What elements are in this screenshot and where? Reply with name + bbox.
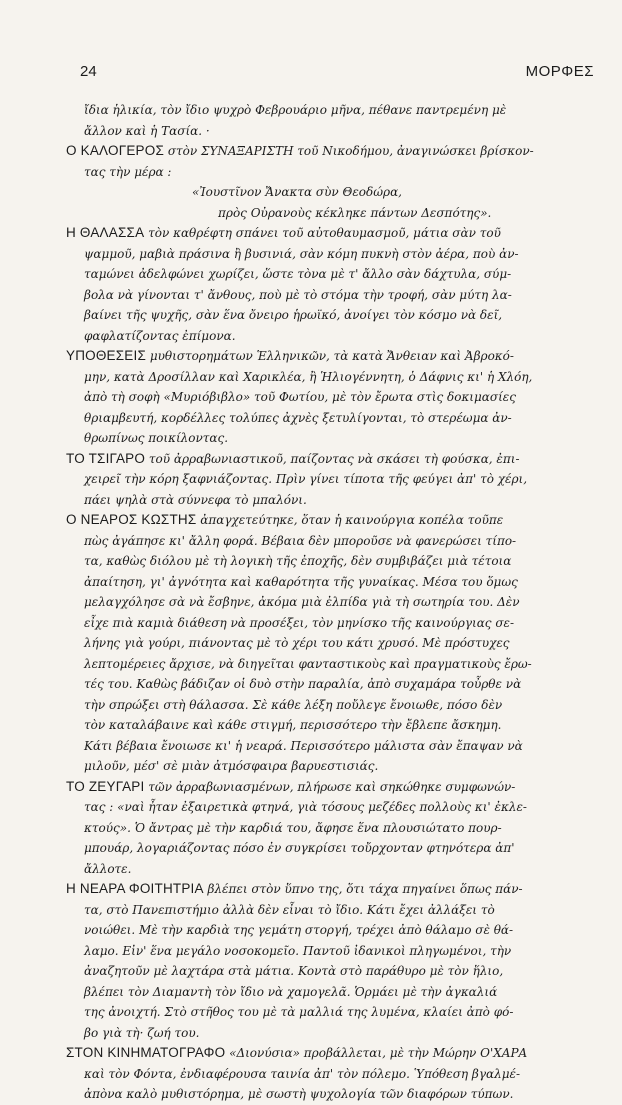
entry-line: μιλοῦν, μέσ' σὲ μιὰν ἀτμόσφαιρα βαρυεστισιάς.: [84, 759, 379, 773]
entry-line: Κάτι βέβαια ἔνοιωσε κι' ἡ νεαρά. Περισσότερο μάλιστα σὰν ἔπαψαν νὰ: [84, 738, 523, 753]
entry-heading: ΣΤΟΝ ΚΙΝΗΜΑΤΟΓΡΑΦΟ: [66, 1045, 226, 1060]
entry-first-line: [66, 879, 614, 900]
entry-line: μην, κατὰ Δροσίλλαν καὶ Χαρικλέα, ἢ Ἡλιογέννητη, ὁ Δάφνις κι' ἡ Χλόη,: [84, 369, 533, 384]
intro-line: ἴδια ἡλικία, τὸν ἴδιο ψυχρὸ Φεβρουάριο μῆνα, πέθανε παντρεμένη μὲ: [84, 103, 507, 117]
entry-first-line: [66, 449, 614, 470]
entry-first-line: [66, 510, 614, 531]
entry-line: τὴν σπρώξει στὴ θάλασσα. Σὲ κάθε λέξη ποὔλεγε ἔνοιωθε, πόσο δὲν: [84, 697, 503, 712]
entry-first-line: [66, 777, 614, 798]
entry: [66, 449, 614, 511]
quote-line: «Ἰουστῖνον Ἄνακτα σὺν Θεοδώρα,: [192, 185, 402, 199]
entry-line: θριαμβευτή, κορδέλλες τολύπες ἀχνὲς ξετυλίγονται, τὸ στερέωμα ἀν-: [84, 410, 512, 425]
entry-line: πὼς ἀγάπησε κι' ἄλλη φορά. Βέβαια δὲν μποροῦσε νὰ φανερώσει τίπο-: [84, 533, 517, 548]
entry-line: τές του. Καθὼς βάδιζαν οἱ δυὸ στὴν παραλία, ἀπὸ συχαμάρα τοὖρθε νὰ: [84, 677, 522, 691]
entry-line: χειρεῖ τὴν κόρη ξαφνιάζοντας. Πρὶν γίνει τίποτα τῆς φεύγει ἀπ' τὸ χέρι,: [84, 472, 528, 486]
entry-line: της ἀνοιχτή. Στὸ στῆθος του μὲ τὰ μαλλιά της λυμένα, κλαίει ἀπὸ φό-: [84, 1005, 514, 1019]
entry-heading: Ο ΝΕΑΡΟΣ ΚΩΣΤΗΣ: [66, 512, 197, 527]
entry-heading: Η ΝΕΑΡΑ ΦΟΙΤΗΤΡΙΑ: [66, 881, 204, 896]
entry-text: τὸν καθρέφτη σπάνει τοῦ αὐτοθαυμασμοῦ, μάτια σὰν τοῦ: [144, 226, 501, 240]
entry-heading: ΤΟ ΤΣΙΓΑΡΟ: [66, 450, 146, 466]
entry-line: βο γιὰ τὴ· ζωή του.: [84, 1025, 200, 1040]
entry-text: βλέπει στὸν ὕπνο της, ὅτι τάχα πηγαίνει ὅπως πάν-: [203, 882, 523, 896]
entry-line: καὶ τὸν Φόντα, ἐνδιαφέρουσα ταινία ἀπ' τὸν πόλεμο. Ὑπόθεση βγαλμέ-: [84, 1066, 521, 1081]
entry: [66, 1043, 614, 1105]
entry-line: ἀπαίτηση, γι' ἀγνότητα καὶ καθαρότητα τῆς γυναίκας. Μέσα του ὅμως: [84, 574, 518, 589]
entry-line: λαμο. Εἰν' ἕνα μεγάλο νοσοκομεῖο. Παντοῦ ἰδανικοὶ πληγωμένοι, τὴν: [84, 943, 512, 958]
entry-text: «Διονύσια» προβάλλεται, μὲ τὴν Μώρην Ο'ΧΑΡΑ: [225, 1046, 528, 1060]
entry-text: ἀπαγχετεύτηκε, ὅταν ἡ καινούργια κοπέλα τοῦπε: [196, 513, 504, 527]
entry-text: μυθιστορημάτων Ἑλληνικῶν, τὰ κατὰ Ἄνθειαν καὶ Ἀβροκό-: [146, 349, 514, 363]
entry: [66, 510, 614, 777]
entry-line: ἀπὸνα καλὸ μυθιστόρημα, μὲ σωστὴ ψυχολογία τῶν διαφόρων τύπων.: [84, 1087, 514, 1101]
entry-first-line: [66, 223, 614, 244]
entry-line: τας : «ναὶ ἦταν ἐξαιρετικὰ φτηνά, γιὰ τόσους μεζέδες πολλοὺς κι' ἐκλε-: [84, 800, 527, 814]
page-number: 24: [80, 63, 97, 80]
entry-line: λήνης γιὰ γούρι, πιάνοντας μὲ τὸ χέρι του κάτι χρυσό. Μὲ πρόστυχες: [84, 636, 510, 650]
entry-line: λεπτομέρειες ἄρχισε, νὰ διηγεῖται φανταστικοὺς καὶ πραγματικοὺς ἔρω-: [84, 656, 532, 671]
entry-line: ταμώνει ἀδελφώνει χωρίζει, ὥστε τὸνα μὲ τ' ἄλλο σὰν δάχτυλα, σύμ-: [84, 267, 512, 281]
entry-line: εἶχε πιὰ καμιὰ διάθεση νὰ προσέξει, τὸν μηνίσκο τῆς καινούργιας σε-: [84, 615, 515, 630]
entries-list: [66, 141, 614, 1105]
entry-line: νοιώθει. Μὲ τὴν καρδιὰ της γεμάτη στοργή, τρέχει ἀπὸ θάλαμο σὲ θά-: [84, 923, 514, 937]
entry-heading: Η ΘΑΛΑΣΣΑ: [66, 225, 145, 240]
quote-line: πρὸς Οὐρανοὺς κέκληκε πάντων Δεσπότης».: [218, 205, 492, 220]
entry: [66, 223, 614, 346]
entry-line: πάει ψηλὰ στὰ σύννεφα τὸ μπαλόνι.: [84, 492, 307, 507]
running-title: ΜΟΡΦΕΣ: [525, 63, 594, 80]
entry-line: κτούς». Ὁ ἄντρας μὲ τὴν καρδιά του, ἄφησε ἕνα πλουσιώτατο πουρ-: [84, 820, 502, 835]
intro-line: ἄλλον καὶ ἡ Τασία. ·: [84, 123, 210, 138]
entry-line: φαφλατίζοντας ἐπίμονα.: [84, 328, 236, 343]
entry-line: θρωπίνως ποικίλοντας.: [84, 431, 229, 445]
entry-text: τῶν ἀρραβωνιασμένων, πλήρωσε καὶ σηκώθηκε συμφωνών-: [144, 779, 516, 794]
entry-first-line: [66, 1043, 614, 1064]
entry-line: βλέπει τὸν Διαμαντὴ τὸν ἴδιο νὰ χαμογελᾶ. Ὁρμάει μὲ τὴν ἀγκαλιά: [84, 984, 498, 999]
entry-heading: ΥΠΟΘΕΣΕΙΣ: [66, 348, 147, 363]
entry-line: ψαμμοῦ, μαβιὰ πράσινα ἢ βυσινιά, σὰν κόμη πυκνὴ στὸν ἀέρα, ποὺ ἀν-: [84, 246, 519, 261]
entry-first-line: [66, 141, 614, 162]
entry-line: μπουάρ, λογαριάζοντας πόσο ἐν συγκρίσει τοὔρχονταν φτηνότερα ἀπ': [84, 841, 515, 855]
entry-line: βαίνει τῆς ψυχῆς, σὰν ἕνα ὄνειρο ἡρωϊκό, ἀνοίγει τὸν κόσμο νὰ δεῖ,: [84, 308, 503, 322]
page-body: [66, 100, 614, 1105]
entry-text: στὸν ΣΥΝΑΞΑΡΙΣΤΗ τοῦ Νικοδήμου, ἀναγινώσκει βρίσκον-: [164, 144, 534, 158]
entry-line: βολα νὰ γίνονται τ' ἄνθους, ποὺ μὲ τὸ στόμα τὴν τροφή, σὰν μύτη λα-: [84, 287, 512, 302]
entry: [66, 879, 614, 1043]
entry: [66, 777, 614, 880]
entry-line: τα, καθὼς διόλου μὲ τὴ λογικὴ τῆς ἐποχῆς, δὲν συμβιβάζει μιὰ τέτοια: [84, 554, 512, 568]
entry-first-line: [66, 346, 614, 367]
entry-text: τοῦ ἀρραβωνιαστικοῦ, παίζοντας νὰ σκάσει τὴ φούσκα, ἐπι-: [145, 451, 520, 466]
entry-heading: ΤΟ ΖΕΥΓΑΡΙ: [66, 778, 145, 794]
entry-line: ἀπὸ τὴ σοφὴ «Μυριόβιβλο» τοῦ Φωτίου, μὲ τὸν ἔρωτα στὶς δοκιμασίες: [84, 390, 516, 404]
entry-line: τα, στὸ Πανεπιστήμιο ἀλλὰ δὲν εἶναι τὸ ἴδιο. Κάτι ἔχει ἀλλάξει τὸ: [84, 902, 495, 917]
entry-line: μελαγχόλησε σὰ νὰ ἔσβηνε, ἀκόμα μιὰ ἐλπίδα γιὰ τὴ σωτηρία του. Δὲν: [84, 595, 520, 609]
entry-line: τὸν καταλάβαινε καὶ κάθε στιγμή, περισσότερο τὴν ἔβλεπε ἄσκημη.: [84, 718, 502, 732]
entry-line: τας τὴν μέρα :: [84, 164, 172, 179]
entry-line: ἀναζητοῦν μὲ λαχτάρα στὰ μάτια. Κοντὰ στὸ παράθυρο μὲ τὸν ἥλιο,: [84, 964, 504, 978]
entry-line: ἄλλοτε.: [84, 861, 132, 876]
entry: [66, 141, 614, 223]
entry-heading: Ο ΚΑΛΟΓΕΡΟΣ: [66, 143, 164, 158]
entry: [66, 346, 614, 449]
